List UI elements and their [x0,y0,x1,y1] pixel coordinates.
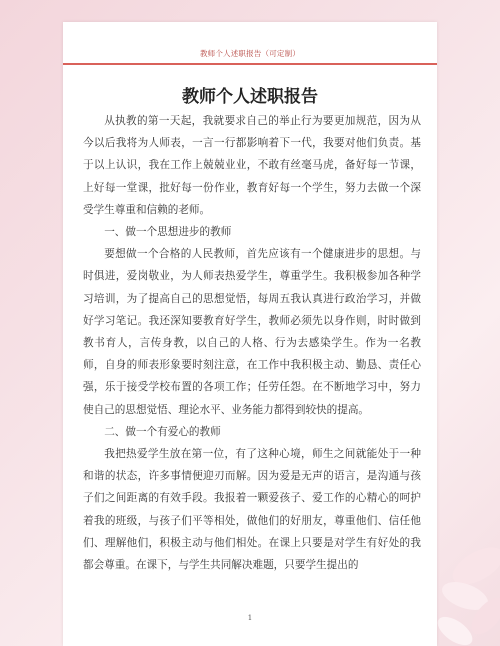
paragraph-section-1: 要想做一个合格的人民教师，首先应该有一个健康进步的思想。与时俱进，爱岗敬业，为人师表热爱学生，尊重学生。我积极参加各种学习培训，为了提高自己的思想觉悟，每周五我认真进行政治学习，并做好学习笔记。我还深知要教育好学生，教师必须先以身作则，时时做到教书育人，言传身教，以自己的人格、行为去感染学生。作为一名教师，自身的师表形象要时刻注意，在工作中我积极主动、勤恳、责任心强，乐于接受学校布置的各项工作；任劳任怨。在不断地学习中，努力使自己的思想觉悟、理论水平、业务能力都得到较快的提高。 [83,248,421,416]
page-number: 1 [247,614,253,622]
document-title: 教师个人述职报告 [182,87,318,107]
page-header: 教师个人述职报告（可定制） [199,49,301,58]
document-page [63,22,437,646]
document-body [83,110,421,576]
paragraph-intro: 从执教的第一天起，我就要求自己的举止行为要更加规范，因为从今以后我将为人师表，一言一行都影响着下一代，我要对他们负责。基于以上认识，我在工作上兢兢业业，不敢有丝毫马虎，备好每一节课，上好每一堂课，批好每一份作业，教育好每一个学生，努力去做一个深受学生尊重和信赖的老师。 [83,115,421,216]
section-heading-1: 一、做一个思想进步的教师 [104,226,232,239]
section-heading-2: 二、做一个有爱心的教师 [104,425,221,438]
paragraph-section-2: 我把热爱学生放在第一位，有了这种心境，师生之间就能处于一种和谐的状态，许多事情便迎刃而解。因为爱是无声的语言，是沟通与孩子们之间距离的有效手段。我报着一颗爱孩子、爱工作的心精心的呵护着我的班级，与孩子们平等相处，做他们的好朋友，尊重他们、信任他们、理解他们，积极主动与他们相处。在课上只要是对学生有好处的我都会尊重。在课下，与学生共同解决难题，只要学生提出的 [83,448,421,572]
header-divider [63,63,437,65]
